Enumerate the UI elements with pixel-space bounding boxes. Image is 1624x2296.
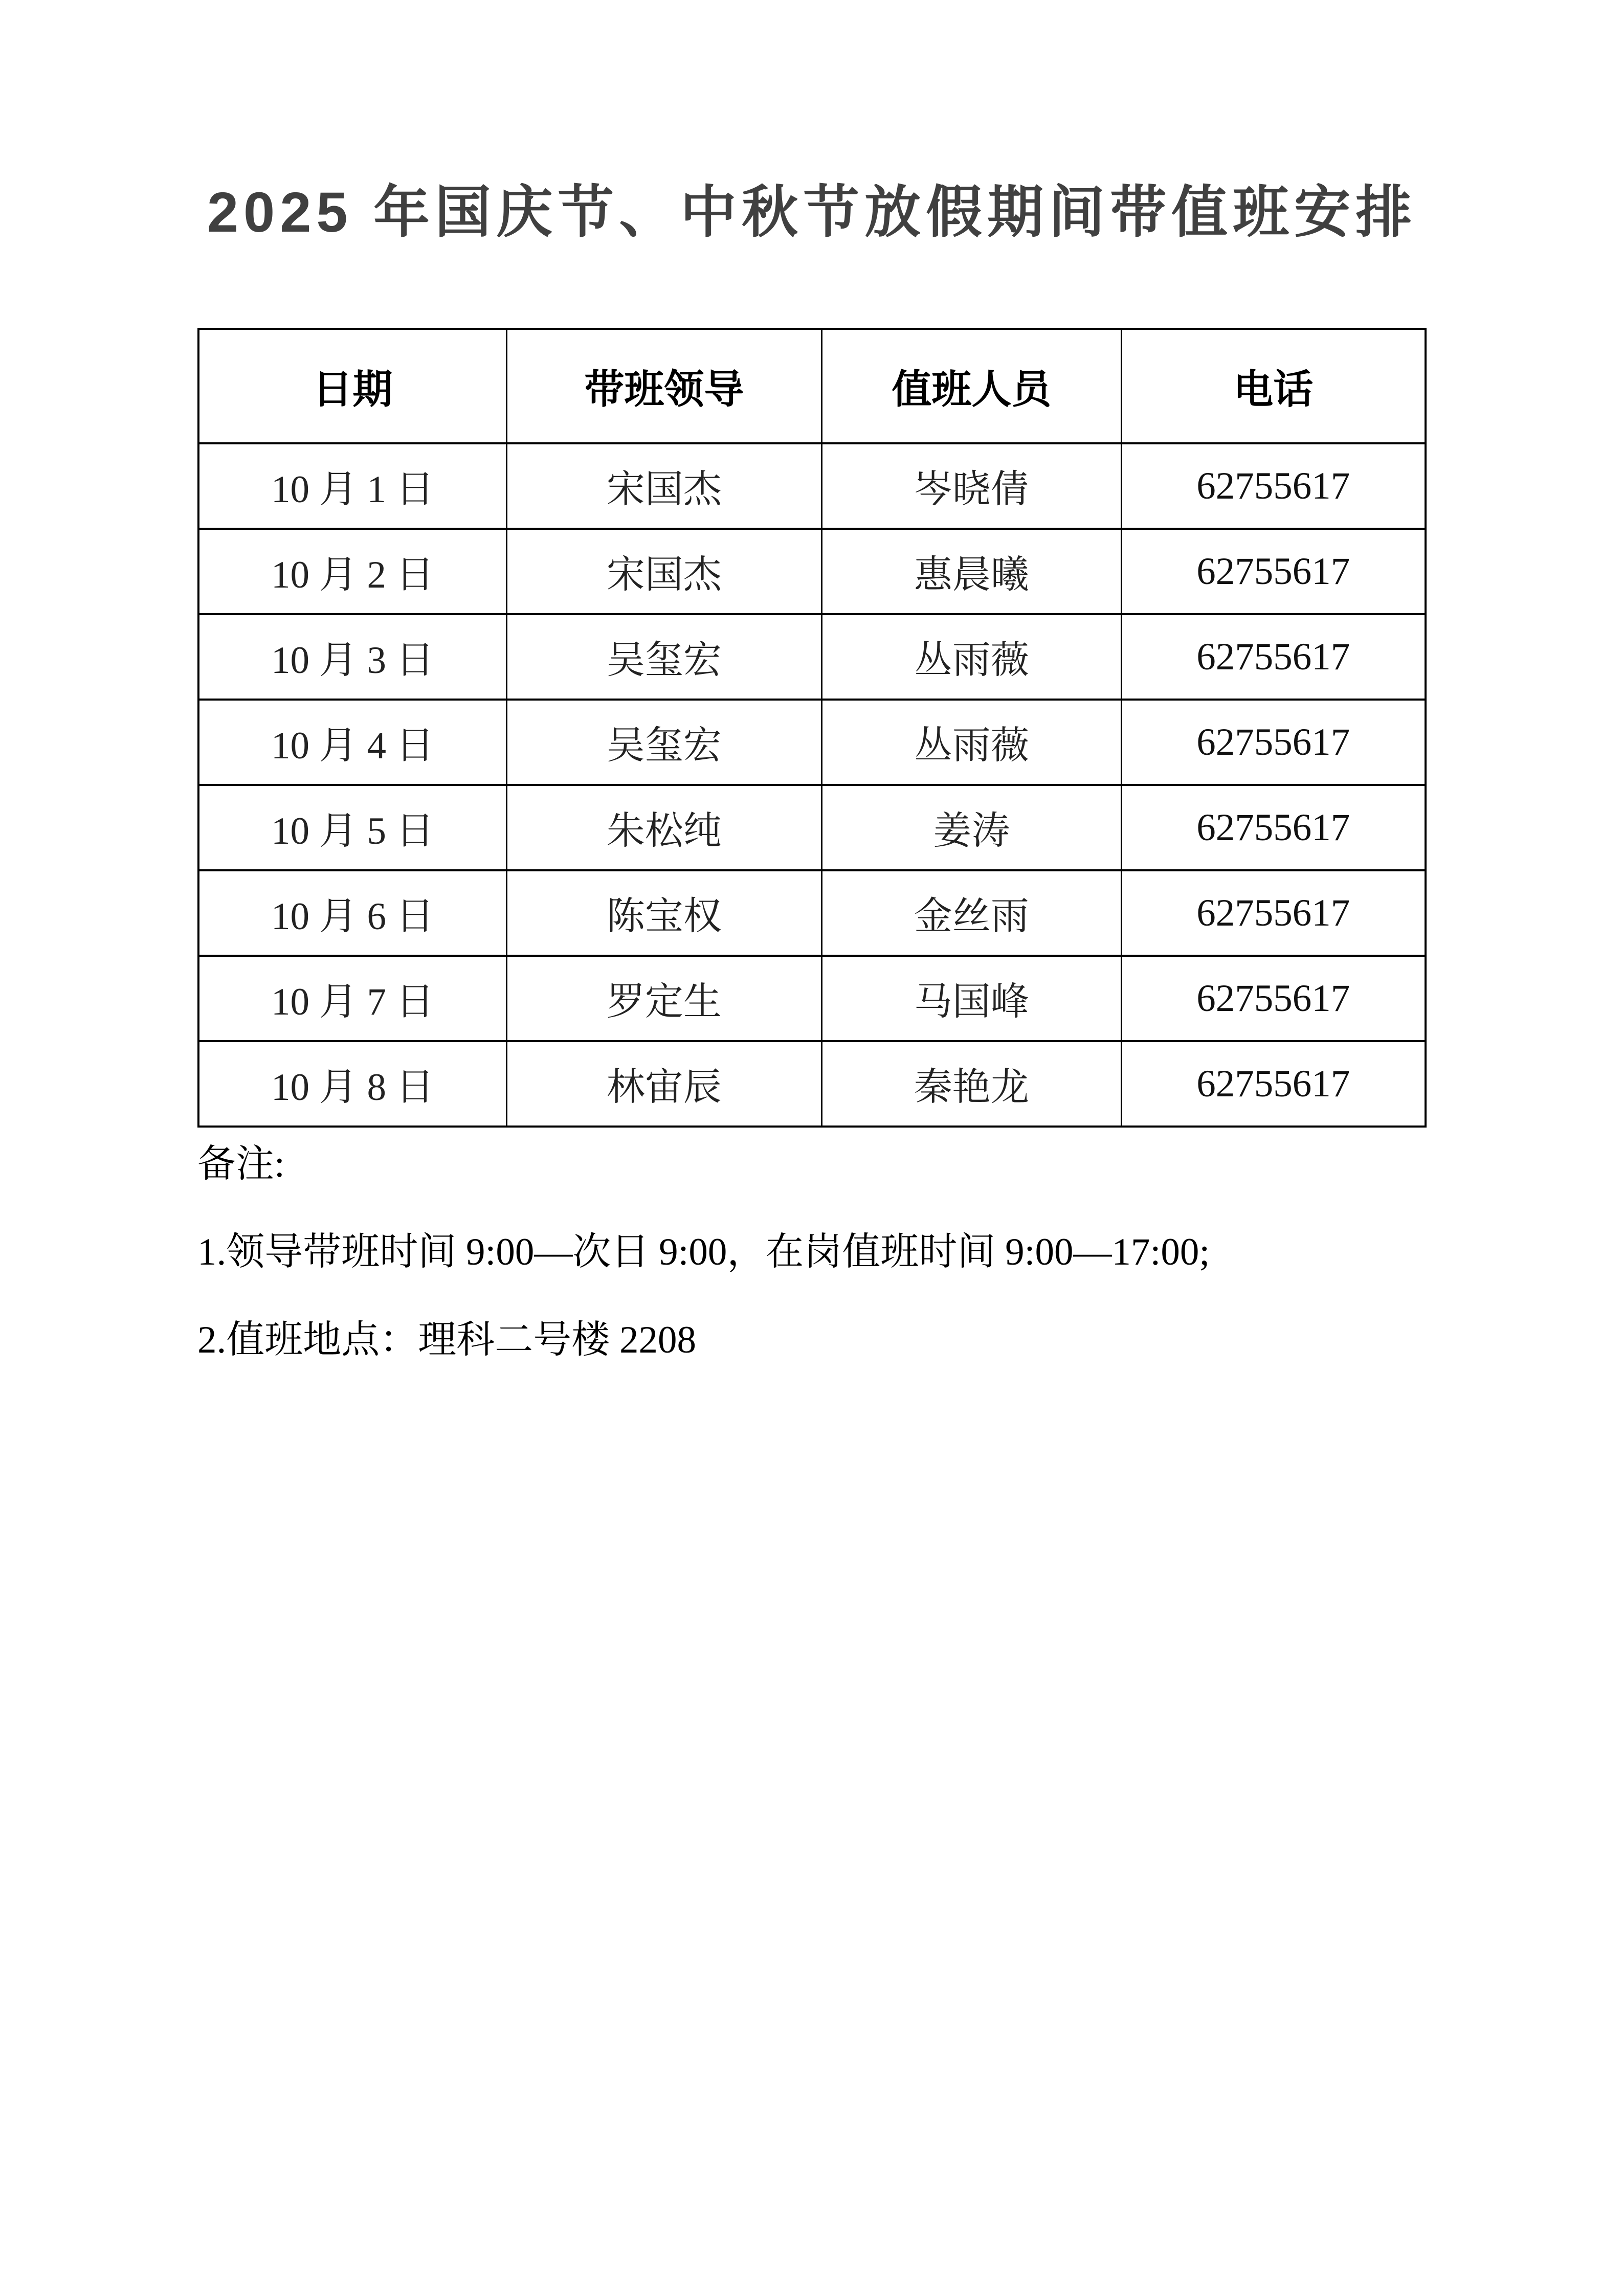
table-header-row	[198, 329, 1426, 443]
note-item-duty-location: 2.值班地点：理科二号楼 2208	[197, 1319, 697, 1361]
table-row	[198, 785, 1426, 870]
table-row	[198, 956, 1426, 1041]
phone-cell: 62755617	[1121, 700, 1426, 785]
date-cell: 10 月 3 日	[198, 614, 506, 700]
header-cell-date: 日期	[198, 329, 506, 443]
leader-cell: 罗定生	[506, 956, 822, 1041]
leader-cell: 宋国杰	[506, 529, 822, 614]
page-title: 2025 年国庆节、中秋节放假期间带值班安排	[207, 181, 1417, 244]
table-row	[198, 870, 1426, 956]
table-row	[198, 614, 1426, 700]
table-row	[198, 529, 1426, 614]
staff-cell: 金丝雨	[822, 870, 1121, 956]
leader-cell: 吴玺宏	[506, 614, 822, 700]
date-cell: 10 月 2 日	[198, 529, 506, 614]
header-cell-phone: 电话	[1121, 329, 1426, 443]
staff-cell: 丛雨薇	[822, 614, 1121, 700]
header-cell-staff: 值班人员	[822, 329, 1121, 443]
staff-cell: 岑晓倩	[822, 443, 1121, 529]
table-row	[198, 443, 1426, 529]
leader-cell: 吴玺宏	[506, 700, 822, 785]
phone-cell: 62755617	[1121, 614, 1426, 700]
phone-cell: 62755617	[1121, 785, 1426, 870]
phone-cell: 62755617	[1121, 870, 1426, 956]
table-row	[198, 700, 1426, 785]
phone-cell: 62755617	[1121, 956, 1426, 1041]
leader-cell: 朱松纯	[506, 785, 822, 870]
date-cell: 10 月 1 日	[198, 443, 506, 529]
notes-label: 备注:	[197, 1143, 285, 1185]
staff-cell: 秦艳龙	[822, 1041, 1121, 1127]
notes-section	[0, 1139, 1624, 1366]
date-cell: 10 月 6 日	[198, 870, 506, 956]
date-cell: 10 月 5 日	[198, 785, 506, 870]
leader-cell: 宋国杰	[506, 443, 822, 529]
staff-cell: 惠晨曦	[822, 529, 1121, 614]
date-cell: 10 月 4 日	[198, 700, 506, 785]
duty-schedule-table	[197, 328, 1427, 1128]
note-item-duty-hours: 1.领导带班时间 9:00—次日 9:00，在岗值班时间 9:00—17:00;	[197, 1231, 1210, 1273]
staff-cell: 马国峰	[822, 956, 1121, 1041]
phone-cell: 62755617	[1121, 443, 1426, 529]
table-row	[198, 1041, 1426, 1127]
leader-cell: 陈宝权	[506, 870, 822, 956]
header-cell-leader: 带班领导	[506, 329, 822, 443]
leader-cell: 林宙辰	[506, 1041, 822, 1127]
date-cell: 10 月 7 日	[198, 956, 506, 1041]
staff-cell: 丛雨薇	[822, 700, 1121, 785]
phone-cell: 62755617	[1121, 529, 1426, 614]
phone-cell: 62755617	[1121, 1041, 1426, 1127]
date-cell: 10 月 8 日	[198, 1041, 506, 1127]
staff-cell: 姜涛	[822, 785, 1121, 870]
